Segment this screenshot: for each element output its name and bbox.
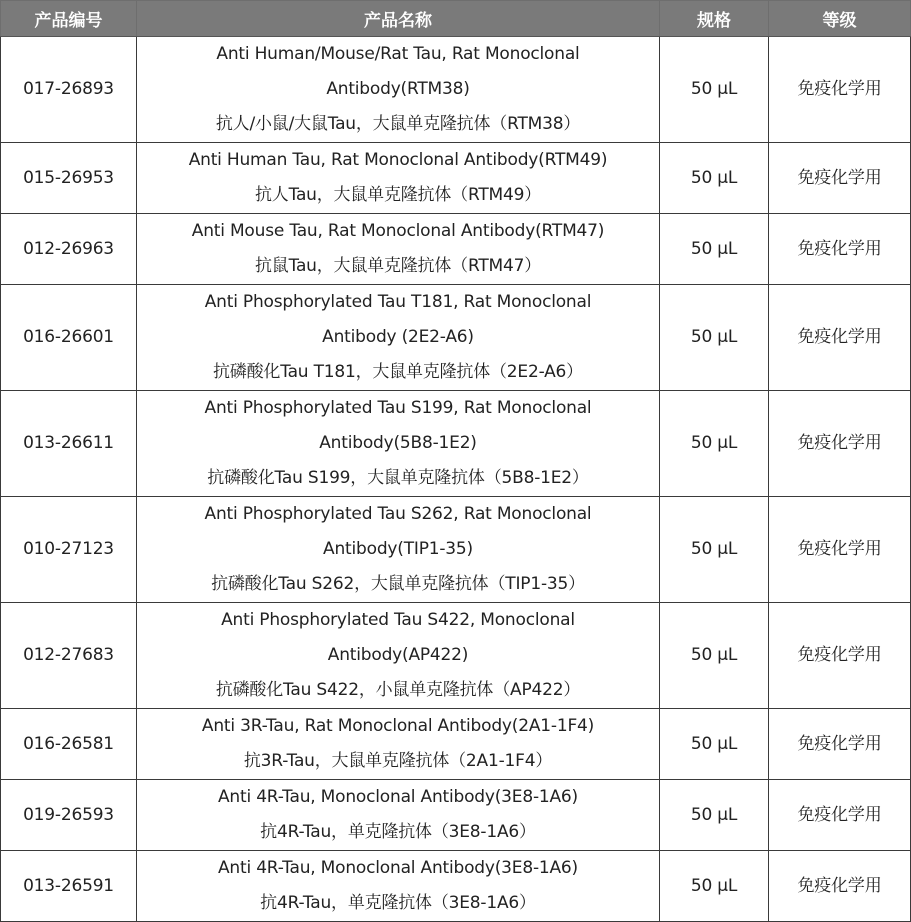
product-name-line: Anti Phosphorylated Tau S199, Rat Monoclonal (204, 398, 592, 418)
product-name-line: 抗3R-Tau，大鼠单克隆抗体（2A1-1F4） (243, 751, 553, 771)
product-name-cell (137, 214, 660, 285)
product-code-cell: 017-26893 (1, 37, 137, 143)
product-code-cell: 013-26591 (1, 851, 137, 922)
product-name-cell (137, 143, 660, 214)
specification-cell: 50 µL (660, 709, 769, 780)
specification-cell: 50 µL (660, 143, 769, 214)
product-name-line: 抗4R-Tau，单克隆抗体（3E8-1A6） (260, 893, 536, 913)
table-row (1, 37, 911, 143)
grade-cell: 免疫化学用 (769, 391, 911, 497)
product-name-cell (137, 603, 660, 709)
product-name-line: Anti Phosphorylated Tau S262, Rat Monoclonal (204, 504, 592, 524)
product-name-cell (137, 37, 660, 143)
grade-cell: 免疫化学用 (769, 497, 911, 603)
product-name-line: Anti Mouse Tau, Rat Monoclonal Antibody(RTM47) (191, 221, 605, 241)
product-name-line: 抗人/小鼠/大鼠Tau，大鼠单克隆抗体（RTM38） (215, 114, 581, 134)
product-name-line: Antibody(RTM38) (326, 79, 470, 99)
grade-cell: 免疫化学用 (769, 214, 911, 285)
product-name-line: 抗磷酸化Tau T181，大鼠单克隆抗体（2E2-A6） (213, 362, 583, 382)
product-code-cell: 015-26953 (1, 143, 137, 214)
table-row (1, 143, 911, 214)
product-name-line: Antibody(TIP1-35) (323, 539, 473, 559)
table-header (1, 1, 911, 37)
product-name-line: Anti Phosphorylated Tau S422, Monoclonal (221, 610, 575, 630)
product-name-line: 抗鼠Tau，大鼠单克隆抗体（RTM47） (254, 256, 542, 276)
product-name-line: Anti 3R-Tau, Rat Monoclonal Antibody(2A1-1F4) (201, 716, 595, 736)
specification-cell: 50 µL (660, 780, 769, 851)
product-name-cell (137, 285, 660, 391)
product-name-line: 抗磷酸化Tau S262，大鼠单克隆抗体（TIP1-35） (211, 574, 585, 594)
table-row (1, 285, 911, 391)
product-name-line: Anti 4R-Tau, Monoclonal Antibody(3E8-1A6) (218, 787, 578, 807)
product-code-cell: 016-26581 (1, 709, 137, 780)
table-row (1, 780, 911, 851)
product-name-line: Antibody(5B8-1E2) (319, 433, 477, 453)
specification-cell: 50 µL (660, 497, 769, 603)
specification-cell: 50 µL (660, 214, 769, 285)
table-row (1, 497, 911, 603)
specification-cell: 50 µL (660, 851, 769, 922)
specification-cell: 50 µL (660, 603, 769, 709)
specification-cell: 50 µL (660, 391, 769, 497)
header-product-name: 产品名称 (137, 1, 660, 37)
grade-cell: 免疫化学用 (769, 709, 911, 780)
grade-cell: 免疫化学用 (769, 143, 911, 214)
product-name-line: Anti 4R-Tau, Monoclonal Antibody(3E8-1A6) (218, 858, 578, 878)
grade-cell: 免疫化学用 (769, 603, 911, 709)
table-row (1, 603, 911, 709)
header-row (1, 1, 911, 37)
header-specification: 规格 (660, 1, 769, 37)
product-name-line: 抗磷酸化Tau S199，大鼠单克隆抗体（5B8-1E2） (207, 468, 589, 488)
product-code-cell: 010-27123 (1, 497, 137, 603)
product-name-cell (137, 780, 660, 851)
table-row (1, 214, 911, 285)
product-name-cell (137, 851, 660, 922)
header-product-code: 产品编号 (1, 1, 137, 37)
table-row (1, 391, 911, 497)
product-code-cell: 016-26601 (1, 285, 137, 391)
specification-cell: 50 µL (660, 285, 769, 391)
product-code-cell: 012-26963 (1, 214, 137, 285)
specification-cell: 50 µL (660, 37, 769, 143)
product-name-line: Anti Phosphorylated Tau T181, Rat Monoclonal (204, 292, 592, 312)
product-name-line: 抗磷酸化Tau S422，小鼠单克隆抗体（AP422） (215, 680, 581, 700)
table-row (1, 709, 911, 780)
product-name-line: Anti Human/Mouse/Rat Tau, Rat Monoclonal (216, 44, 580, 64)
grade-cell: 免疫化学用 (769, 851, 911, 922)
product-code-cell: 012-27683 (1, 603, 137, 709)
product-name-line: 抗人Tau，大鼠单克隆抗体（RTM49） (254, 185, 542, 205)
grade-cell: 免疫化学用 (769, 37, 911, 143)
table-row (1, 851, 911, 922)
table-body (1, 37, 911, 922)
product-name-cell (137, 391, 660, 497)
product-name-line: Antibody(AP422) (327, 645, 469, 665)
header-grade: 等级 (769, 1, 911, 37)
product-code-cell: 019-26593 (1, 780, 137, 851)
grade-cell: 免疫化学用 (769, 780, 911, 851)
product-code-cell: 013-26611 (1, 391, 137, 497)
product-name-line: 抗4R-Tau，单克隆抗体（3E8-1A6） (260, 822, 536, 842)
product-name-cell (137, 709, 660, 780)
grade-cell: 免疫化学用 (769, 285, 911, 391)
product-name-cell (137, 497, 660, 603)
product-name-line: Anti Human Tau, Rat Monoclonal Antibody(RTM49) (188, 150, 608, 170)
product-name-line: Antibody (2E2-A6) (322, 327, 474, 347)
